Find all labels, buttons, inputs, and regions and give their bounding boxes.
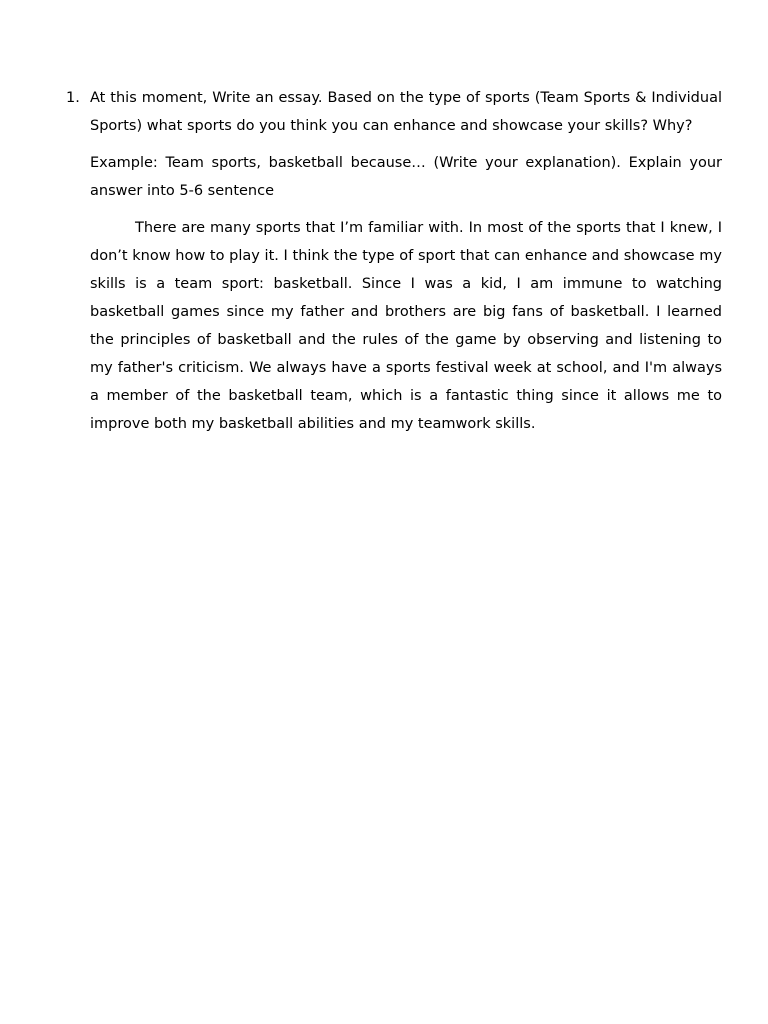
- question-item: [66, 84, 722, 438]
- question-number: 1.: [66, 90, 80, 106]
- essay-answer: There are many sports that I’m familiar with. In most of the sports that I knew, I don’t know how to play it. I think the type of sport that can enhance and showcase my skills is a team sport: basketball. Since I was a kid, I am immune to watching basketball games since my father and brothers are big fans of basketball. I learned the principles of basketball and the rules of the game by observing and listening to my father's criticism. We always have a sports festival week at school, and I'm always a member of the basketball team, which is a fantastic thing since it allows me to improve both my basketball abilities and my teamwork skills.: [90, 220, 722, 432]
- question-prompt: At this moment, Write an essay. Based on the type of sports (Team Sports & Individual Sports) what sports do you think you can enhance and showcase your skills? Why?: [90, 90, 722, 134]
- question-body: [90, 84, 722, 438]
- example-instruction: Example: Team sports, basketball because… (Write your explanation). Explain your answer into 5-6 sentence: [90, 155, 722, 199]
